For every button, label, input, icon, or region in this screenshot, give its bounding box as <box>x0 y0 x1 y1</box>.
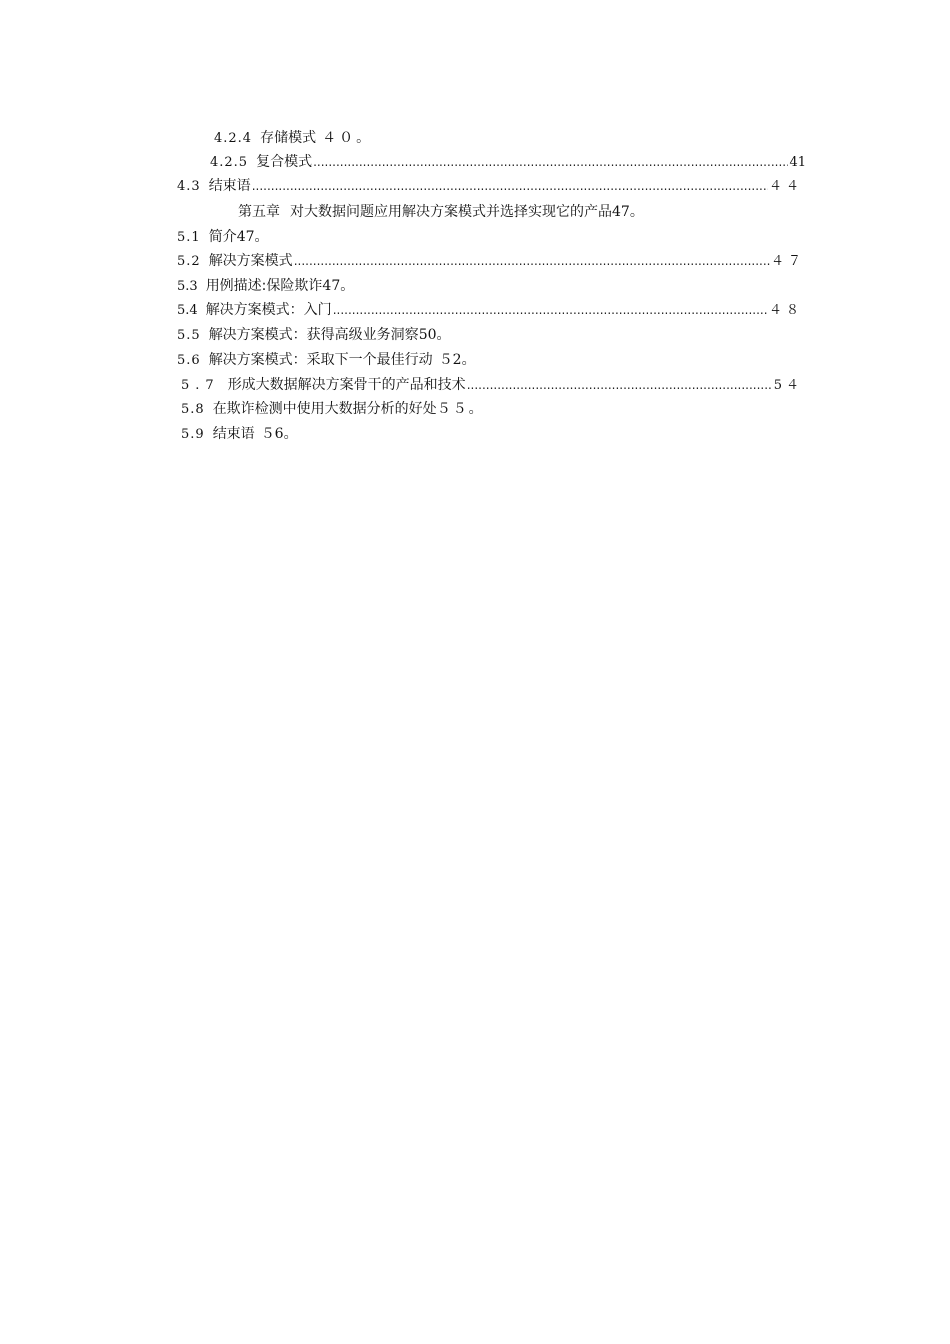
toc-entry-number: 5.1 <box>177 230 201 245</box>
toc-entry-page: 47。 <box>612 204 644 220</box>
toc-entry-number: 5.9 <box>181 427 205 442</box>
toc-entry <box>177 299 803 321</box>
toc-entry-number: 5.6 <box>177 353 201 368</box>
toc-entry-page: ４８ <box>768 303 803 318</box>
toc-entry-number: 4.2.4 <box>214 131 253 146</box>
toc-entry-title: 简介 <box>208 229 237 245</box>
toc-entry-page: ５2。 <box>438 352 476 368</box>
toc-dot-leader <box>313 151 788 173</box>
toc-entry-page: ４０。 <box>322 130 374 146</box>
toc-entry-number: 5.7 <box>181 378 220 393</box>
toc-entry-page: 41 <box>789 155 806 170</box>
toc-entry <box>181 423 298 445</box>
toc-entry-number: 5.5 <box>177 328 201 343</box>
toc-entry-number: 第五章 <box>238 204 280 220</box>
toc-entry-page: 47。 <box>322 278 355 294</box>
toc-entry-number: 5.8 <box>181 402 205 417</box>
toc-chapter-heading <box>238 201 644 223</box>
toc-entry-title: 结束语 <box>208 178 251 194</box>
toc-entry-title: 复合模式 <box>256 154 313 170</box>
toc-entry-number: 5.2 <box>177 254 201 269</box>
toc-entry-page: ５6。 <box>260 426 298 442</box>
toc-entry-title: 用例描述:保险欺诈 <box>205 278 323 294</box>
toc-entry-number: 4.2.5 <box>210 155 249 170</box>
toc-entry-number: 5.3 <box>177 279 198 294</box>
toc-entry-page: ４４ <box>768 179 803 194</box>
toc-entry-title: 解决方案模式：入门 <box>205 302 332 318</box>
toc-entry-title: 存储模式 <box>260 130 317 146</box>
toc-entry-page: 47。 <box>236 229 269 245</box>
toc-entry-title: 解决方案模式：采取下一个最佳行动 <box>208 352 433 368</box>
toc-entry-page: 50。 <box>418 327 451 343</box>
toc-entry <box>177 250 805 272</box>
toc-entry <box>181 398 485 420</box>
toc-entry <box>177 175 803 197</box>
toc-entry <box>214 127 373 149</box>
toc-entry-title: 对大数据问题应用解决方案模式并选择实现它的产品 <box>290 204 612 220</box>
toc-entry-page: ５５。 <box>436 401 485 417</box>
toc-entry-number: 5.4 <box>177 303 198 318</box>
toc-entry <box>177 324 451 346</box>
toc-dot-leader <box>294 250 770 272</box>
toc-entry-title: 形成大数据解决方案骨干的产品和技术 <box>227 377 466 393</box>
toc-entry-number: 4.3 <box>177 179 201 194</box>
toc-entry-title: 解决方案模式：获得高级业务洞察 <box>208 327 419 343</box>
toc-dot-leader <box>467 374 773 396</box>
toc-dot-leader <box>333 299 768 321</box>
toc-entry-page: 5４ <box>773 378 803 393</box>
toc-entry-title: 在欺诈检测中使用大数据分析的好处 <box>212 401 437 417</box>
toc-entry-title: 解决方案模式 <box>208 253 293 269</box>
toc-entry <box>177 349 476 371</box>
toc-entry <box>181 374 803 396</box>
toc-entry-page: ４７ <box>770 254 805 269</box>
toc-entry <box>177 275 354 297</box>
toc-entry <box>177 226 269 248</box>
toc-entry-title: 结束语 <box>212 426 255 442</box>
toc-entry <box>210 151 806 173</box>
table-of-contents <box>0 0 950 442</box>
toc-dot-leader <box>252 175 768 197</box>
